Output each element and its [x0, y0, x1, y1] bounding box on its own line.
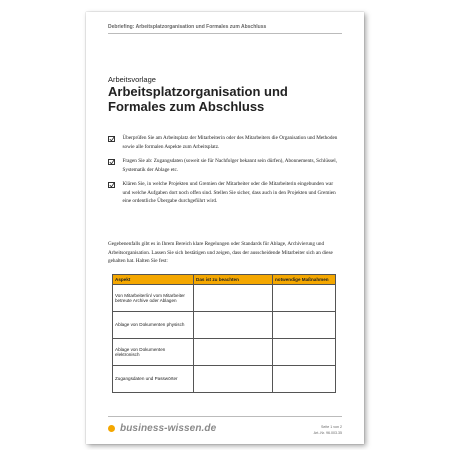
- column-header-beachten: Das ist zu beachten: [194, 275, 273, 285]
- table-cell: [273, 339, 336, 366]
- column-header-aspekt: Aspekt: [113, 275, 194, 285]
- table-cell: [194, 339, 273, 366]
- table-cell-aspect: Ablage von Dokumenten physisch: [113, 312, 194, 339]
- table-row: [113, 366, 336, 393]
- article-number: Art.-Nr. 96.003.35: [313, 431, 342, 435]
- aspect-table: [112, 274, 336, 393]
- table-cell-aspect: Ablage von Dokumenten elektronisch: [113, 339, 194, 366]
- table-cell: [273, 366, 336, 393]
- checklist-item-text: Fragen Sie ab: Zugangsdaten (soweit sie für Nachfolger bekannt sein dürfen), Abonnements, Schlüssel, Systematik der Ablage etc.: [122, 158, 338, 173]
- table-cell-aspect: Zugangsdaten und Passwörter: [113, 366, 194, 393]
- document-kicker: Arbeitsvorlage: [108, 75, 156, 84]
- logo-dot-icon: [108, 425, 115, 432]
- table-cell-aspect: Von Mitarbeiter/in/ vom Mitarbeiter betreute Archive oder Ablagen: [113, 285, 194, 312]
- table-row: [113, 339, 336, 366]
- table-cell: [194, 285, 273, 312]
- checkbox-checked-icon: [108, 182, 115, 189]
- column-header-massnahmen: notwendige Maßnahmen: [273, 275, 336, 285]
- table-row: [113, 285, 336, 312]
- table-cell: [273, 312, 336, 339]
- checklist: [108, 134, 340, 212]
- checklist-item: [108, 157, 340, 174]
- logo-text: business-wissen.de: [120, 423, 217, 434]
- footer-divider: [108, 416, 342, 417]
- intro-paragraph: Gegebenenfalls gibt es in Ihrem Bereich klare Regelungen oder Standards für Ablage, Archivierung und Arbeitsorganisation. Lassen Sie sich bestätigen und zeigen, dass der ausscheidende Mitarbeiter sich an diese gehalten hat. Halten Sie fest:: [108, 241, 333, 264]
- page-number: Seite 1 von 2: [321, 425, 342, 429]
- checklist-item: [108, 134, 340, 151]
- checklist-item: [108, 180, 340, 206]
- checkbox-checked-icon: [108, 136, 115, 143]
- table-cell: [194, 312, 273, 339]
- document-page: [86, 12, 364, 444]
- brand-logo: [108, 423, 216, 434]
- table-header-row: [113, 275, 336, 285]
- checklist-item-text: Klären Sie, in welche Projekten und Gremien der Mitarbeiter oder die Mitarbeiterin eingebunden war und welche Aufgaben dort noch offen sind. Stellen Sie sicher, dass auch in den Projekten und Gremien eine ordentliche Übergabe durchgeführt wird.: [122, 181, 336, 204]
- checkbox-checked-icon: [108, 159, 115, 166]
- header-divider: [108, 33, 342, 34]
- table-cell: [273, 285, 336, 312]
- table-cell: [194, 366, 273, 393]
- checklist-item-text: Überprüfen Sie am Arbeitsplatz der Mitarbeiterin oder des Mitarbeiters die Organisation und Methoden sowie alle formalen Aspekte zum Arbeitsplatz.: [122, 135, 338, 150]
- table-row: [113, 312, 336, 339]
- document-title: Arbeitsplatzorganisation und Formales zum Abschluss: [108, 84, 288, 114]
- running-header: Debriefing: Arbeitsplatzorganisation und Formales zum Abschluss: [108, 24, 267, 30]
